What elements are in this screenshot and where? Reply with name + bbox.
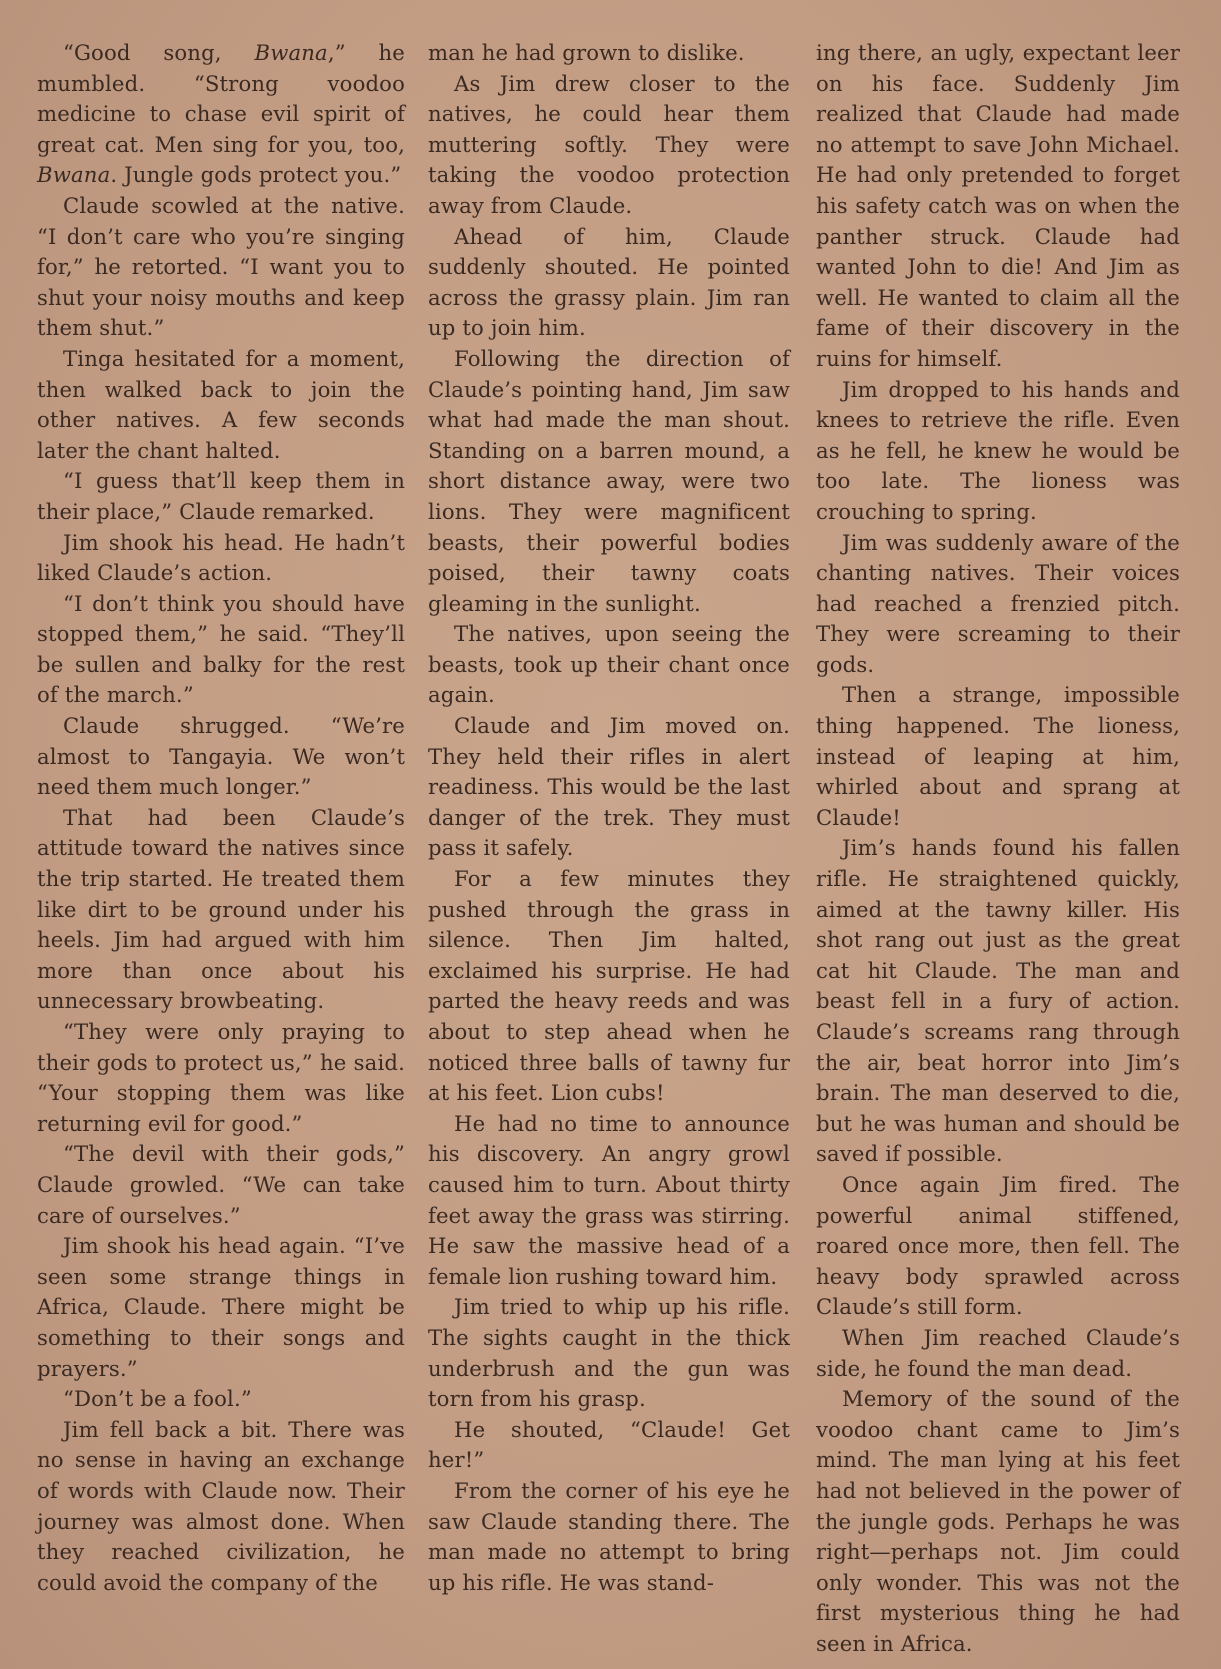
paragraph: “I don’t think you should have stopped them,” he said. “They’ll be sullen and balky for the rest of the march.”	[37, 590, 405, 708]
paragraph: “Don’t be a fool.”	[63, 1386, 252, 1412]
paragraph: Jim shook his head again. “I’ve seen some strange things in Africa, Claude. There might be something to their songs and prayers.”	[37, 1233, 405, 1381]
paragraph: When Jim reached Claude’s side, he found the man dead.	[816, 1324, 1180, 1381]
paragraph: Jim shook his head. He hadn’t liked Claude’s action.	[37, 529, 405, 586]
paragraph: Jim dropped to his hands and knees to retrieve the rifle. Even as he fell, he knew he would be too late. The lioness was crouching to spring.	[816, 376, 1180, 524]
paragraph: Jim tried to whip up his rifle. The sights caught in the thick underbrush and the gun was torn from his grasp.	[428, 1294, 790, 1412]
paragraph: Once again Jim fired. The powerful animal stiffened, roared once more, then fell. The heavy body sprawled across Claude’s still form.	[816, 1171, 1180, 1320]
paragraph: Jim was suddenly aware of the chanting natives. Their voices had reached a frenzied pitch. They were screaming to their gods.	[816, 529, 1180, 677]
paragraph: Tinga hesitated for a moment, then walked back to join the other natives. A few seconds later the chant halted.	[37, 345, 405, 463]
paragraph: Memory of the sound of the voodoo chant came to Jim’s mind. The man lying at his feet had not believed in the power of the jungle gods. Perhaps he was right—perhaps not. Jim could only wonder. This was not the first mysterious thing he had seen in Africa.	[816, 1386, 1180, 1656]
text-column-3	[816, 38, 1180, 1659]
paragraph-continued: man he had grown to dislike.	[428, 40, 745, 65]
paragraph: Jim fell back a bit. There was no sense in having an exchange of words with Claude now. Their journey was almost done. When they reached civilization, he could avoid the company of the	[37, 1416, 405, 1595]
paragraph: “Good song, Bwana,” he mumbled. “Strong voodoo medicine to chase evil spirit of great cat. Men sing for you, too, Bwana. Jungle gods protect you.”	[37, 40, 405, 188]
paragraph: As Jim drew closer to the natives, he could hear them muttering softly. They were taking the voodoo protection away from Claude.	[428, 70, 790, 218]
paragraph: “They were only praying to their gods to protect us,” he said. “Your stopping them was like returning evil for good.”	[37, 1019, 405, 1136]
paragraph: The natives, upon seeing the beasts, took up their chant once again.	[428, 621, 790, 708]
paragraph-continued: ing there, an ugly, expectant leer on his face. Suddenly Jim realized that Claude had made no attempt to save John Michael. He had only pretended to forget his safety catch was on when the panther struck. Claude had wanted John to die! And Jim as well. He wanted to claim all the fame of their discovery in the ruins for himself.	[816, 40, 1180, 371]
paragraph: Then a strange, impossible thing happened. The lioness, instead of leaping at him, whirled about and sprang at Claude!	[816, 682, 1180, 830]
paragraph: From the corner of his eye he saw Claude standing there. The man made no attempt to bring up his rifle. He was stand-	[428, 1477, 790, 1595]
paragraph: That had been Claude’s attitude toward the natives since the trip started. He treated them like dirt to be ground under his heels. Jim had argued with him more than once about his unnecessary browbeating.	[37, 804, 405, 1014]
paragraph: He shouted, “Claude! Get her!”	[428, 1416, 790, 1473]
paragraph: Claude and Jim moved on. They held their rifles in alert readiness. This would be the last danger of the trek. They must pass it safely.	[428, 713, 790, 861]
text-column-1	[37, 38, 405, 1598]
paragraph: Ahead of him, Claude suddenly shouted. He pointed across the grassy plain. Jim ran up to join him.	[428, 223, 790, 341]
paragraph: He had no time to announce his discovery. An angry growl caused him to turn. About thirty feet away the grass was stirring. He saw the massive head of a female lion rushing toward him.	[428, 1110, 790, 1289]
paragraph: “I guess that’ll keep them in their place,” Claude remarked.	[37, 468, 405, 524]
paragraph: Claude shrugged. “We’re almost to Tangayia. We won’t need them much longer.”	[37, 713, 405, 800]
paragraph: Following the direction of Claude’s pointing hand, Jim saw what had made the man shout. Standing on a barren mound, a short distance away, were two lions. They were magnificent beasts, their powerful bodies poised, their tawny coats gleaming in the sunlight.	[428, 345, 790, 616]
text-column-2	[428, 38, 790, 1598]
paragraph: “The devil with their gods,” Claude growled. “We can take care of ourselves.”	[37, 1141, 405, 1228]
paragraph: For a few minutes they pushed through the grass in silence. Then Jim halted, exclaimed his surprise. He had parted the heavy reeds and was about to step ahead when he noticed three balls of tawny fur at his feet. Lion cubs!	[428, 866, 790, 1106]
paragraph: Jim’s hands found his fallen rifle. He straightened quickly, aimed at the tawny killer. His shot rang out just as the great cat hit Claude. The man and beast fell in a fury of action. Claude’s screams rang through the air, beat horror into Jim’s brain. The man deserved to die, but he was human and should be saved if possible.	[816, 835, 1180, 1167]
paragraph: Claude scowled at the native. “I don’t care who you’re singing for,” he retorted. “I want you to shut your noisy mouths and keep them shut.”	[37, 192, 405, 341]
